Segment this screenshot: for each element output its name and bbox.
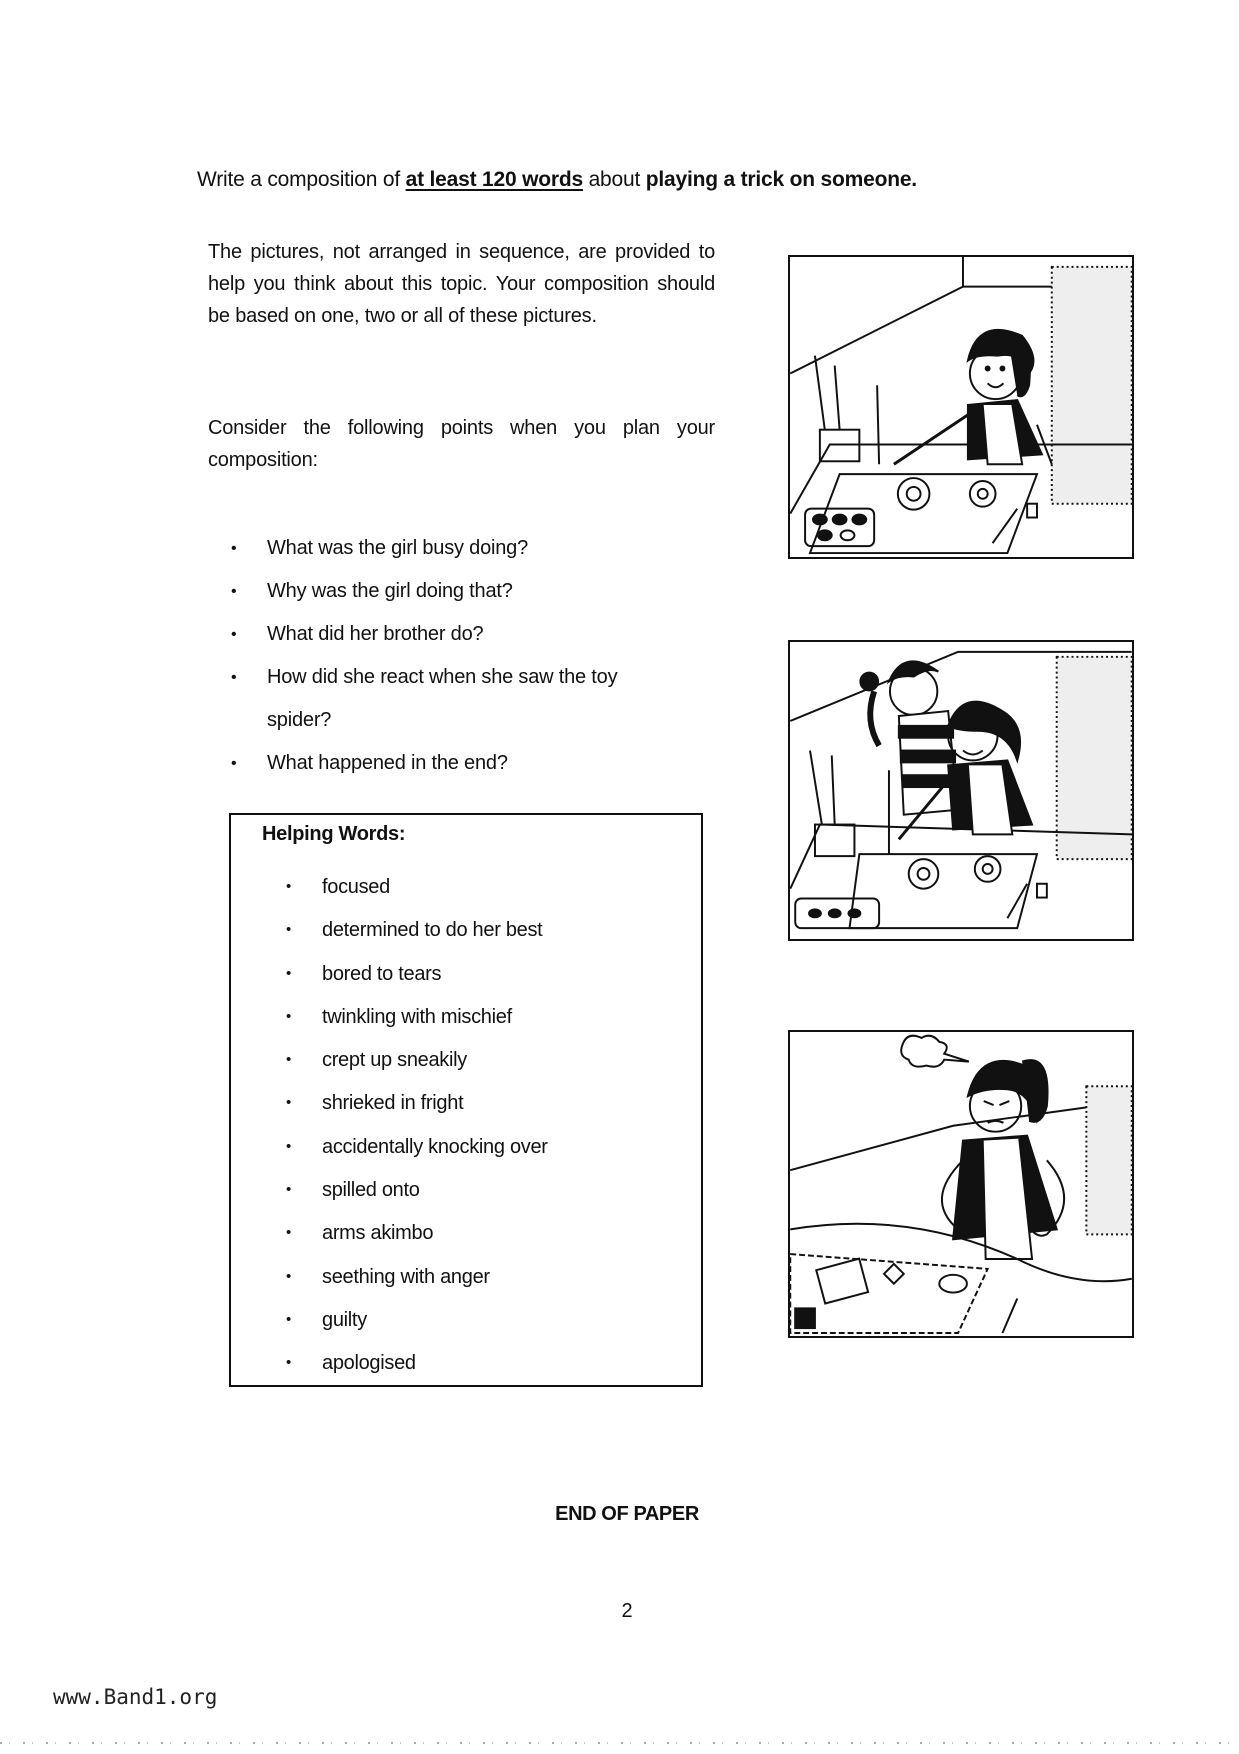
helping-word-item <box>286 1219 548 1262</box>
helping-word-text: apologised <box>322 1352 416 1375</box>
helping-word-item <box>286 1176 548 1219</box>
helping-word-item <box>286 1046 548 1089</box>
helping-word-text: crept up sneakily <box>322 1049 467 1072</box>
bullet-icon: • <box>231 755 237 772</box>
helping-word-item <box>286 1263 548 1306</box>
website-watermark: www.Band1.org <box>53 1685 218 1709</box>
picture-angry-girl <box>788 1030 1134 1338</box>
bullet-icon: • <box>286 1224 291 1242</box>
bullet-icon: • <box>231 583 237 600</box>
composition-instruction <box>197 168 917 192</box>
bullet-icon: • <box>286 964 291 982</box>
bullet-icon: • <box>286 878 291 895</box>
helping-word-item <box>286 960 548 1003</box>
helping-word-item <box>286 1003 548 1046</box>
bullet-icon: • <box>286 1051 291 1069</box>
picture-girl-painting <box>788 255 1134 559</box>
question-item <box>228 656 657 742</box>
question-item <box>228 527 718 570</box>
question-text: What did her brother do? <box>267 623 484 645</box>
question-text: Why was the girl doing that? <box>267 580 513 602</box>
page-number: 2 <box>621 1600 633 1622</box>
helping-word-text: bored to tears <box>322 962 442 985</box>
brother-sneaking-illustration <box>790 642 1132 939</box>
instruction-text: Write a composition of <box>197 168 406 191</box>
bullet-icon: • <box>286 1354 291 1372</box>
bullet-icon: • <box>286 1137 291 1155</box>
composition-topic: playing a trick on someone. <box>645 168 917 191</box>
question-item <box>228 613 718 656</box>
helping-word-text: accidentally knocking over <box>322 1135 548 1158</box>
helping-words-list <box>286 873 548 1393</box>
helping-word-text: shrieked in fright <box>322 1092 464 1115</box>
bullet-icon: • <box>286 1007 291 1025</box>
girl-painting-illustration <box>790 257 1132 557</box>
helping-word-text: arms akimbo <box>322 1222 434 1245</box>
guiding-questions-list <box>228 527 718 785</box>
question-text: What happened in the end? <box>267 752 508 774</box>
helping-word-text: guilty <box>322 1308 367 1331</box>
question-item <box>228 742 718 785</box>
bullet-icon: • <box>286 1267 291 1285</box>
picture-brother-sneaking <box>788 640 1134 941</box>
helping-words-box <box>229 813 703 1387</box>
end-of-paper-label: END OF PAPER <box>555 1503 699 1525</box>
helping-word-item <box>286 1306 548 1349</box>
question-item <box>228 570 718 613</box>
bullet-icon: • <box>286 921 291 939</box>
helping-words-title: Helping Words: <box>262 823 406 845</box>
helping-word-item <box>286 1089 548 1132</box>
bullet-icon: • <box>286 1310 291 1328</box>
angry-girl-illustration <box>790 1032 1132 1336</box>
helping-word-item <box>286 916 548 959</box>
bullet-icon: • <box>286 1094 291 1112</box>
word-count-requirement: at least 120 words <box>405 168 583 191</box>
helping-word-item <box>286 1133 548 1176</box>
bullet-icon: • <box>286 1181 291 1199</box>
helping-word-item <box>286 1349 548 1392</box>
bullet-icon: • <box>231 669 237 686</box>
instruction-text-about: about <box>582 168 646 191</box>
helping-word-text: determined to do her best <box>322 919 543 942</box>
bullet-icon: • <box>231 540 237 557</box>
scan-artifact-line <box>0 1742 1239 1744</box>
helping-word-text: twinkling with mischief <box>322 1005 512 1028</box>
question-text: How did she react when she saw the toy spider? <box>267 666 618 731</box>
helping-word-text: spilled onto <box>322 1179 420 1202</box>
consider-points-paragraph: Consider the following points when you plan your composition: <box>208 417 715 471</box>
question-text: What was the girl busy doing? <box>267 537 529 559</box>
pictures-note-paragraph: The pictures, not arranged in sequence, are provided to help you think about this topic. Your composition should be based on one, two or all of these pictures. <box>208 241 715 327</box>
helping-word-item <box>286 873 548 916</box>
bullet-icon: • <box>231 626 237 643</box>
helping-word-text: focused <box>322 876 390 898</box>
helping-word-text: seething with anger <box>322 1265 490 1288</box>
